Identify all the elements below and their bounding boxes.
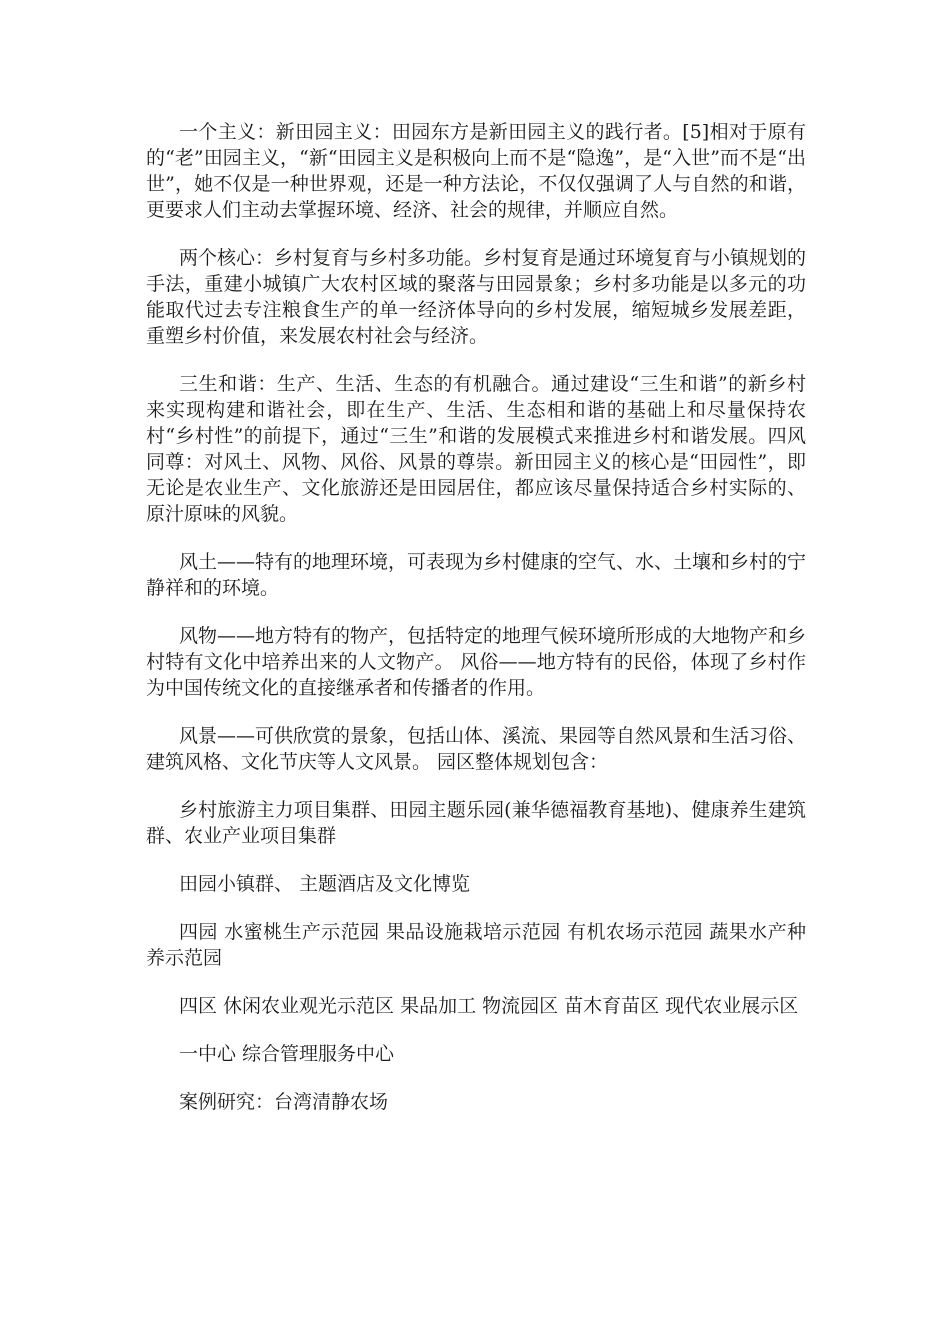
document-page — [146, 119, 806, 1137]
paragraph-four-parks: 四园 水蜜桃生产示范园 果品设施栽培示范园 有机农场示范园 蔬果水产种养示范园 — [146, 921, 806, 969]
paragraph-project-clusters: 乡村旅游主力项目集群、田园主题乐园(兼华德福教育基地)、健康养生建筑群、农业产业项目集群 — [146, 799, 806, 847]
paragraph-fengwu: 风物——地方特有的物产，包括特定的地理气候环境所形成的大地物产和乡村特有文化中培养出来的人文物产。 风俗——地方特有的民俗，体现了乡村作为中国传统文化的直接继承者和传播者的作用。 — [146, 625, 807, 699]
paragraph-town-cluster: 田园小镇群、 主题酒店及文化博览 — [179, 873, 471, 895]
paragraph-case-study: 案例研究：台湾清静农场 — [179, 1091, 389, 1113]
paragraph-two-cores: 两个核心：乡村复育与乡村多功能。乡村复育是通过环境复育与小镇规划的手法，重建小城镇广大农村区域的聚落与田园景象；乡村多功能是以多元的功能取代过去专注粮食生产的单一经济体导向的乡村发展，缩短城乡发展差距，重塑乡村价值，来发展农村社会与经济。 — [146, 247, 807, 347]
paragraph-one-center: 一中心 综合管理服务中心 — [179, 1043, 395, 1065]
paragraph-fengtu: 风土——特有的地理环境，可表现为乡村健康的空气、水、土壤和乡村的宁静祥和的环境。 — [146, 551, 807, 599]
paragraph-fengjing: 风景——可供欣赏的景象，包括山体、溪流、果园等自然风景和生活习俗、建筑风格、文化节庆等人文风景。 园区整体规划包含： — [146, 725, 807, 773]
paragraph-four-zones: 四区 休闲农业观光示范区 果品加工 物流园区 苗木育苗区 现代农业展示区 — [179, 995, 799, 1017]
paragraph-three-harmonies: 三生和谐：生产、生活、生态的有机融合。通过建设“三生和谐”的新乡村来实现构建和谐社会，即在生产、生活、生态相和谐的基础上和尽量保持农村“乡村性”的前提下，通过“三生”和谐的发展模式来推进乡村和谐发展。四风同尊：对风土、风物、风俗、风景的尊崇。新田园主义的核心是“田园性”，即无论是农业生产、文化旅游还是田园居住，都应该尽量保持适合乡村实际的、原汁原味的风貌。 — [146, 373, 806, 525]
paragraph-one-principle: 一个主义：新田园主义：田园东方是新田园主义的践行者。[5]相对于原有的“老”田园主义，“新“田园主义是积极向上而不是“隐逸”，是“入世”而不是“出世”，她不仅是一种世界观，还是一种方法论，不仅仅强调了人与自然的和谐，更要求人们主动去掌握环境、经济、社会的规律，并顺应自然。 — [146, 121, 806, 221]
